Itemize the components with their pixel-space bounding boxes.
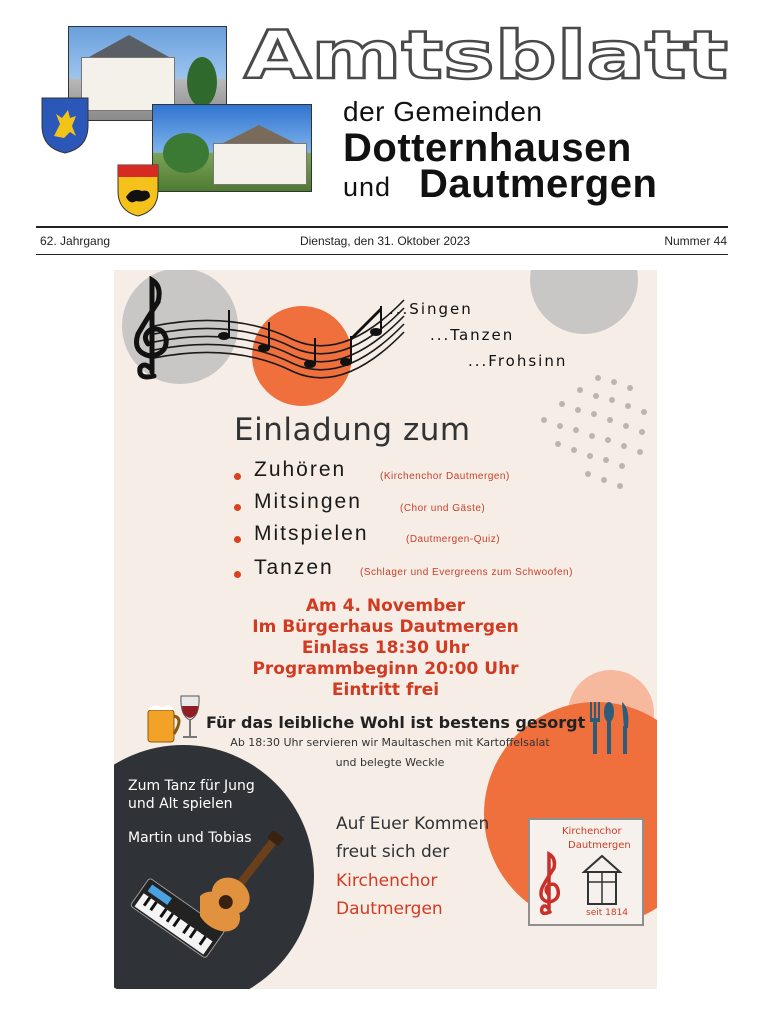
food-headline: Für das leibliche Wohl ist bestens gesorgt <box>206 713 586 732</box>
item-note: (Schlager und Evergreens zum Schwoofen) <box>360 567 573 578</box>
bullet <box>234 473 241 480</box>
welcome-line4: Dautmergen <box>336 899 443 919</box>
event-date: Am 4. November <box>305 596 466 616</box>
event-poster <box>114 270 657 989</box>
subtitle-line2: Dotternhausen <box>343 126 632 170</box>
bullet <box>234 571 241 578</box>
svg-text:Amtsblatt: Amtsblatt <box>244 17 728 88</box>
event-program-start: Programmbeginn 20:00 Uhr <box>252 659 519 679</box>
cutlery-icon <box>584 698 634 758</box>
community-hall-photo <box>152 104 312 192</box>
bullet <box>234 536 241 543</box>
choir-logo <box>528 818 644 926</box>
wine-glass-icon <box>178 694 202 744</box>
church-tower-icon <box>576 854 628 906</box>
event-location: Im Bürgerhaus Dautmergen <box>252 617 519 637</box>
gray-circle-top-right <box>530 270 638 334</box>
tagline-tanzen: ...Tanzen <box>430 326 515 344</box>
subtitle-line3: Dautmergen <box>419 162 658 206</box>
issue-date: Dienstag, den 31. Oktober 2023 <box>299 234 471 248</box>
top-rule <box>36 226 728 228</box>
subtitle-und: und <box>343 172 392 202</box>
treble-clef-icon <box>128 276 174 384</box>
food-line1: Ab 18:30 Uhr servieren wir Maultaschen mit Kartoffelsalat <box>230 736 550 749</box>
subtitle-line1: der Gemeinden <box>343 96 543 127</box>
logo-line2: Dautmergen <box>568 840 631 851</box>
event-entry-free: Eintritt frei <box>331 680 440 700</box>
lion-crest-icon <box>116 163 160 222</box>
item-note: (Dautmergen-Quiz) <box>406 534 501 545</box>
bullet <box>234 504 241 511</box>
deer-crest-icon <box>40 96 90 159</box>
dance-line2: und Alt spielen <box>128 796 233 812</box>
logo-line1: Kirchenchor <box>562 826 622 837</box>
guitar-icon <box>200 822 286 938</box>
item-note: (Chor und Gäste) <box>400 503 486 514</box>
volume-label: 62. Jahrgang <box>40 234 111 248</box>
poster-headline: Einladung zum <box>234 412 471 448</box>
dance-line1: Zum Tanz für Jung <box>128 778 255 794</box>
item-label: Tanzen <box>254 556 334 579</box>
welcome-line3: Kirchenchor <box>336 871 438 891</box>
logo-since: seit 1814 <box>586 908 629 918</box>
tagline-frohsinn: ...Frohsinn <box>468 352 568 370</box>
food-line2: und belegte Weckle <box>335 756 445 769</box>
masthead-title <box>242 16 732 88</box>
welcome-line1: Auf Euer Kommen <box>336 814 490 834</box>
dance-line3: Martin und Tobias <box>128 830 252 846</box>
tagline-singen: ...Singen <box>389 300 473 318</box>
issue-number: Nummer 44 <box>664 234 727 248</box>
bottom-rule <box>36 254 728 255</box>
treble-clef-icon <box>536 850 562 918</box>
dot-pattern <box>528 370 657 500</box>
event-admission-time: Einlass 18:30 Uhr <box>301 638 470 658</box>
item-label: Mitsingen <box>254 490 362 513</box>
item-label: Zuhören <box>254 458 347 481</box>
item-note: (Kirchenchor Dautmergen) <box>380 471 510 482</box>
welcome-line2: freut sich der <box>336 842 450 862</box>
item-label: Mitspielen <box>254 522 369 545</box>
